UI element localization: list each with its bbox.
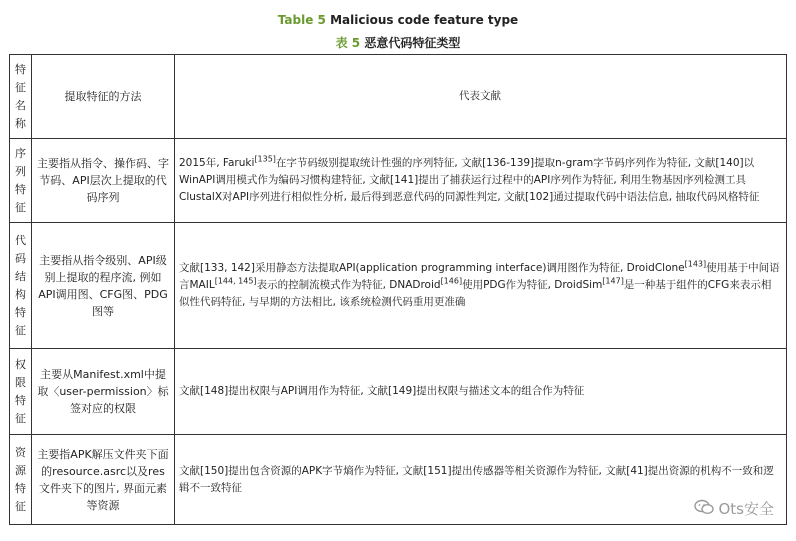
citation-superscript: [147] <box>602 276 624 286</box>
feature-name-cell: 序列特征 <box>10 139 32 223</box>
watermark <box>694 498 774 519</box>
works-text: 2015年, Faruki <box>179 157 255 169</box>
feature-name-cell: 资源特征 <box>10 435 32 525</box>
header-row <box>10 55 787 139</box>
citation-superscript: [146] <box>440 276 463 286</box>
table-row <box>10 223 787 349</box>
citation-superscript: [143] <box>684 259 707 269</box>
citation-superscript: [135] <box>254 154 276 164</box>
works-cell <box>175 139 787 223</box>
works-text: 表示的控制流模式作为特征, DNADroid <box>256 279 441 291</box>
header-feature-name: 特征名称 <box>10 55 32 139</box>
feature-name-cell: 代码结构特征 <box>10 223 32 349</box>
method-cell: 主要指APK解压文件夹下面的resource.asrc以及res文件夹下的图片, 界面元素等资源 <box>32 435 175 525</box>
works-text: 使用基于中间语言MAIL <box>179 262 780 291</box>
feature-name-cell: 权限特征 <box>10 349 32 435</box>
works-text: 是一种基于组件的CFG来表示相似性代码特征, 与早期的方法相比, 该系统检测代码重用更准确 <box>179 279 772 308</box>
works-cell <box>175 223 787 349</box>
feature-table <box>9 54 787 525</box>
method-cell: 主要指从指令、操作码、字节码、API层次上提取的代码序列 <box>32 139 175 223</box>
header-representative-works: 代表文献 <box>175 55 787 139</box>
method-cell: 主要指从指令级别、API级别上提取的程序流, 例如API调用图、CFG图、PDG图等 <box>32 223 175 349</box>
works-text: 使用PDG作为特征, DroidSim <box>462 279 603 291</box>
watermark-text: Ots安全 <box>718 500 774 518</box>
table-label-zh: 表 5 <box>335 36 361 50</box>
table-caption-zh <box>0 34 796 51</box>
citation-superscript: [144, 145] <box>214 276 257 286</box>
works-cell <box>175 349 787 435</box>
header-method: 提取特征的方法 <box>32 55 175 139</box>
table-row <box>10 139 787 223</box>
works-text: 文献[150]提出包含资源的APK字节熵作为特征, 文献[151]提出传感器等相关资源作为特征, 文献[41]提出资源的机构不一致和逻辑不一致特征 <box>179 464 774 494</box>
works-text: 在字节码级别提取统计性强的序列特征, 文献[136-139]提取n-gram字节码序列作为特征, 文献[140]以WinAPI调用模式作为编码习惯构建特征, 文献[141]提出了捕获运行过程中的API序列作为特征, 利用生物基因序列检测工具ClustalX对API序列进行相似性分析, 最后得到恶意代码的同源性判定, 文献[102]通过提取代码中语法信息, 抽取代码风格特征 <box>179 157 760 203</box>
works-text: 文献[133, 142]采用静态方法提取API(application programming interface)调用图作为特征, DroidClone <box>179 262 685 274</box>
table-row <box>10 435 787 525</box>
table-caption-en <box>0 13 796 27</box>
table-row <box>10 349 787 435</box>
table-title-zh: 恶意代码特征类型 <box>364 36 461 50</box>
works-text: 文献[148]提出权限与API调用作为特征, 文献[149]提出权限与描述文本的组合作为特征 <box>179 385 585 397</box>
table-label-en: Table 5 <box>277 13 326 27</box>
table-title-en: Malicious code feature type <box>330 13 519 27</box>
wechat-icon <box>694 499 714 519</box>
method-cell: 主要从Manifest.xml中提取〈user-permission〉标签对应的权限 <box>32 349 175 435</box>
